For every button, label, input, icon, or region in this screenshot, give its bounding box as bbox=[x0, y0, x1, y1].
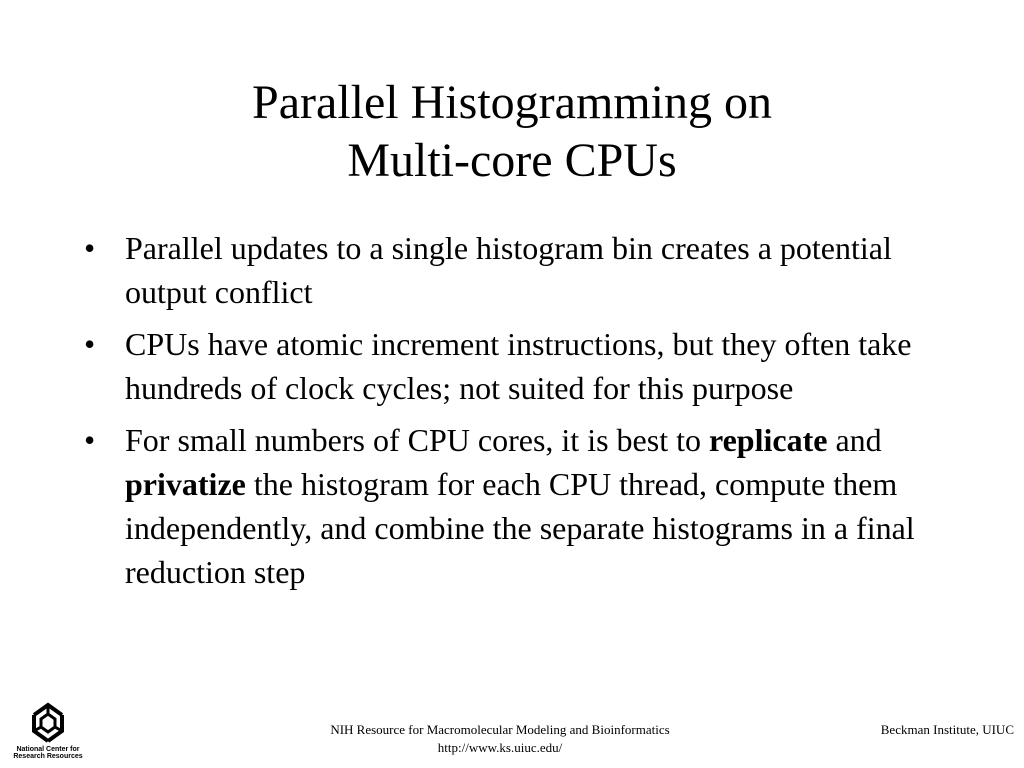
bullet-item bbox=[84, 322, 954, 410]
bullet-bold-term: replicate bbox=[708, 422, 828, 458]
bullet-text-part: and bbox=[835, 422, 882, 458]
ncrr-logo-icon bbox=[10, 700, 86, 746]
footer-institute: Beckman Institute, UIUC bbox=[880, 722, 1014, 737]
bullet-text: Parallel updates to a single histogram bin creates a potential output conflict bbox=[125, 230, 892, 310]
bullet-item bbox=[84, 418, 954, 594]
ncrr-logo bbox=[10, 700, 86, 762]
footer-url: http://www.ks.uiuc.edu/ bbox=[437, 740, 563, 755]
slide-title bbox=[0, 74, 1024, 190]
bullet-marker: • bbox=[84, 230, 96, 266]
bullet-item bbox=[84, 226, 954, 314]
logo-caption bbox=[10, 746, 86, 760]
bullet-marker: • bbox=[84, 422, 96, 458]
footer-resource-name: NIH Resource for Macromolecular Modeling and Bioinformatics bbox=[330, 722, 670, 737]
logo-caption-line-2: Research Resources bbox=[13, 753, 83, 760]
bullet-text-part: the histogram for each CPU thread, compute them independently, and combine the separate histograms in a final reduction step bbox=[125, 466, 915, 590]
footer-center bbox=[300, 721, 700, 757]
bullet-text: CPUs have atomic increment instructions, but they often take hundreds of clock cycles; not suited for this purpose bbox=[125, 326, 912, 406]
title-line-1: Parallel Histogramming on bbox=[252, 76, 772, 129]
bullet-bold-term: privatize bbox=[125, 466, 246, 502]
logo-caption-line-1: National Center for bbox=[16, 746, 80, 753]
bullet-list bbox=[84, 226, 954, 602]
title-line-2: Multi-core CPUs bbox=[347, 134, 677, 187]
bullet-text-part: For small numbers of CPU cores, it is best to bbox=[125, 422, 701, 458]
bullet-marker: • bbox=[84, 326, 96, 362]
